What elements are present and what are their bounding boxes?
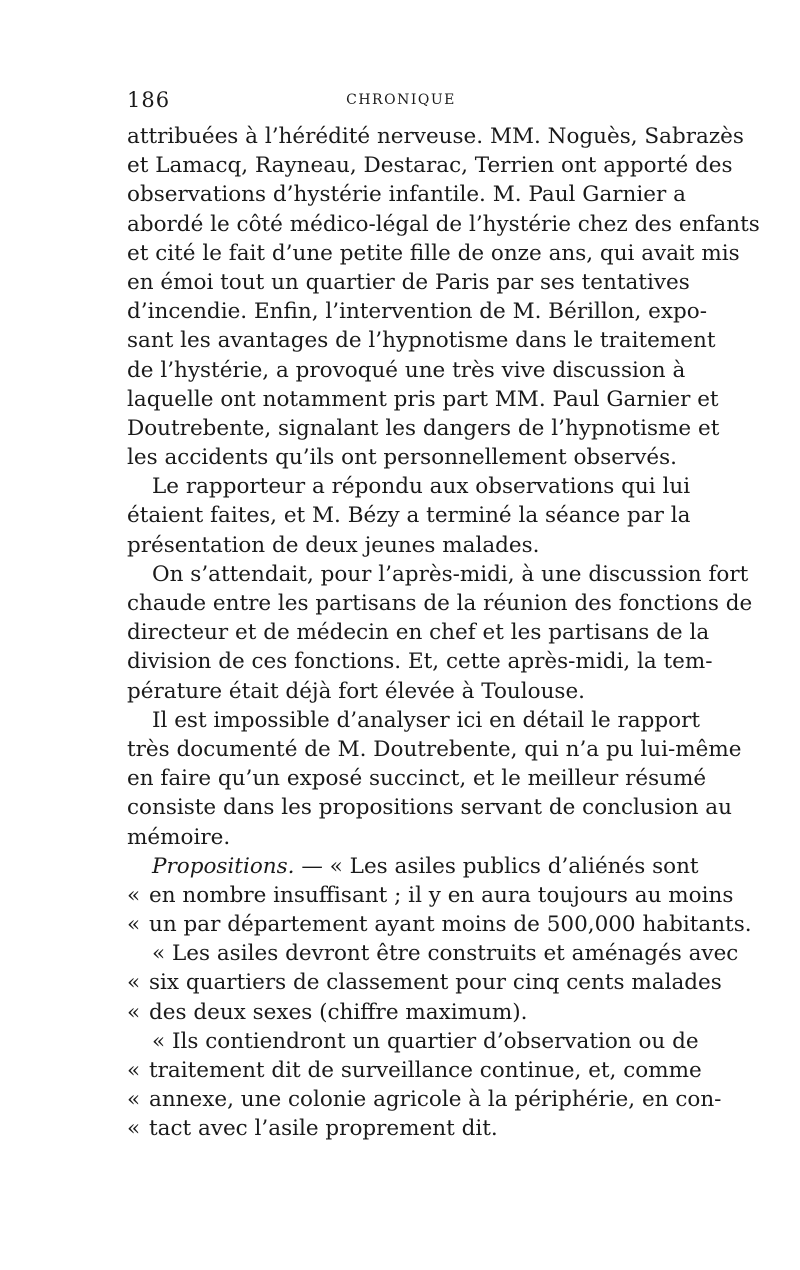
proposition-line [127,1085,722,1114]
text-line: division de ces fonctions. Et, cette après-midi, la tem- [127,649,713,675]
em-dash: — [301,853,323,879]
page-number: 186 [127,88,171,112]
proposition-line [127,939,739,968]
proposition-text: six quartiers de classement pour cinq cents malades [149,970,722,996]
proposition-line [127,881,734,910]
body-text [127,122,760,1144]
quote-mark: « [127,1116,141,1142]
text-line: pérature était déjà fort élevée à Toulouse. [127,678,586,704]
proposition-text: tact avec l’asile proprement dit. [149,1116,498,1142]
proposition-line [127,1027,699,1056]
proposition-text: un par département ayant moins de 500,000 habitants. [149,912,752,938]
propositions-line [127,852,699,881]
text-line: en émoi tout un quartier de Paris par ses tentatives [127,269,690,295]
text-line: chaude entre les partisans de la réunion des fonctions de [127,591,753,616]
propositions-label: Propositions. [152,853,295,879]
text-line: abordé le côté médico-légal de l’hystérie chez des enfants [127,211,760,237]
quote-mark: « [127,970,141,996]
text-line: en faire qu’un exposé succinct, et le meilleur résumé [127,766,707,792]
quote-mark: « [127,1058,141,1083]
proposition-line [127,1056,702,1085]
proposition-line [127,998,675,1027]
text-line: les accidents qu’ils ont personnellement observés. [127,445,677,471]
text-line: Il est impossible d’analyser ici en détail le rapport [152,707,700,733]
proposition-text: Ils contiendront un quartier d’observation ou de [172,1028,699,1054]
text-line: d’incendie. Enfin, l’intervention de M. Bérillon, expo- [127,299,708,325]
text-line: et Lamacq, Rayneau, Destarac, Terrien ont apporté des [127,153,733,179]
proposition-line [127,910,752,939]
proposition-line [127,968,722,997]
text-line: attribuées à l’hérédité nerveuse. MM. Noguès, Sabrazès [127,124,744,149]
quote-mark: « [152,941,166,967]
text-line: laquelle ont notamment pris part MM. Paul Garnier et [127,386,719,412]
proposition-text: Les asiles publics d’aliénés sont [349,853,699,879]
text-line: sant les avantages de l’hypnotisme dans le traitement [127,328,716,354]
text-line: Doutrebente, signalant les dangers de l’hypnotisme et [127,415,720,441]
quote-mark: « [152,1028,166,1054]
quote-mark: « [127,999,141,1025]
text-line: On s’attendait, pour l’après-midi, à une discussion fort [152,561,749,587]
page-header [127,88,675,114]
quote-mark: « [127,1087,141,1113]
proposition-line [127,1114,675,1143]
text-line: et cité le fait d’une petite fille de onze ans, qui avait mis [127,240,740,266]
text-line: étaient faites, et M. Bézy a terminé la séance par la [127,503,691,529]
proposition-text: des deux sexes (chiffre maximum). [149,999,528,1025]
text-line: très documenté de M. Doutrebente, qui n’a pu lui-même [127,736,742,762]
proposition-text: en nombre insuffisant ; il y en aura toujours au moins [149,882,734,908]
running-title: CHRONIQUE [346,92,456,108]
text-line: mémoire. [127,824,231,850]
proposition-text: annexe, une colonie agricole à la périphérie, en con- [149,1087,722,1113]
text-line: observations d’hystérie infantile. M. Paul Garnier a [127,182,686,208]
quote-mark: « [127,912,141,938]
quote-mark: « [127,882,141,908]
quote-mark: « [329,853,343,879]
proposition-text: traitement dit de surveillance continue, et, comme [149,1058,702,1083]
text-line: consiste dans les propositions servant de conclusion au [127,795,732,821]
text-line: de l’hystérie, a provoqué une très vive discussion à [127,357,686,383]
proposition-text: Les asiles devront être construits et aménagés avec [172,941,739,967]
text-line: présentation de deux jeunes malades. [127,532,540,558]
text-line: Le rapporteur a répondu aux observations qui lui [152,474,691,500]
text-line: directeur et de médecin en chef et les partisans de la [127,620,710,646]
